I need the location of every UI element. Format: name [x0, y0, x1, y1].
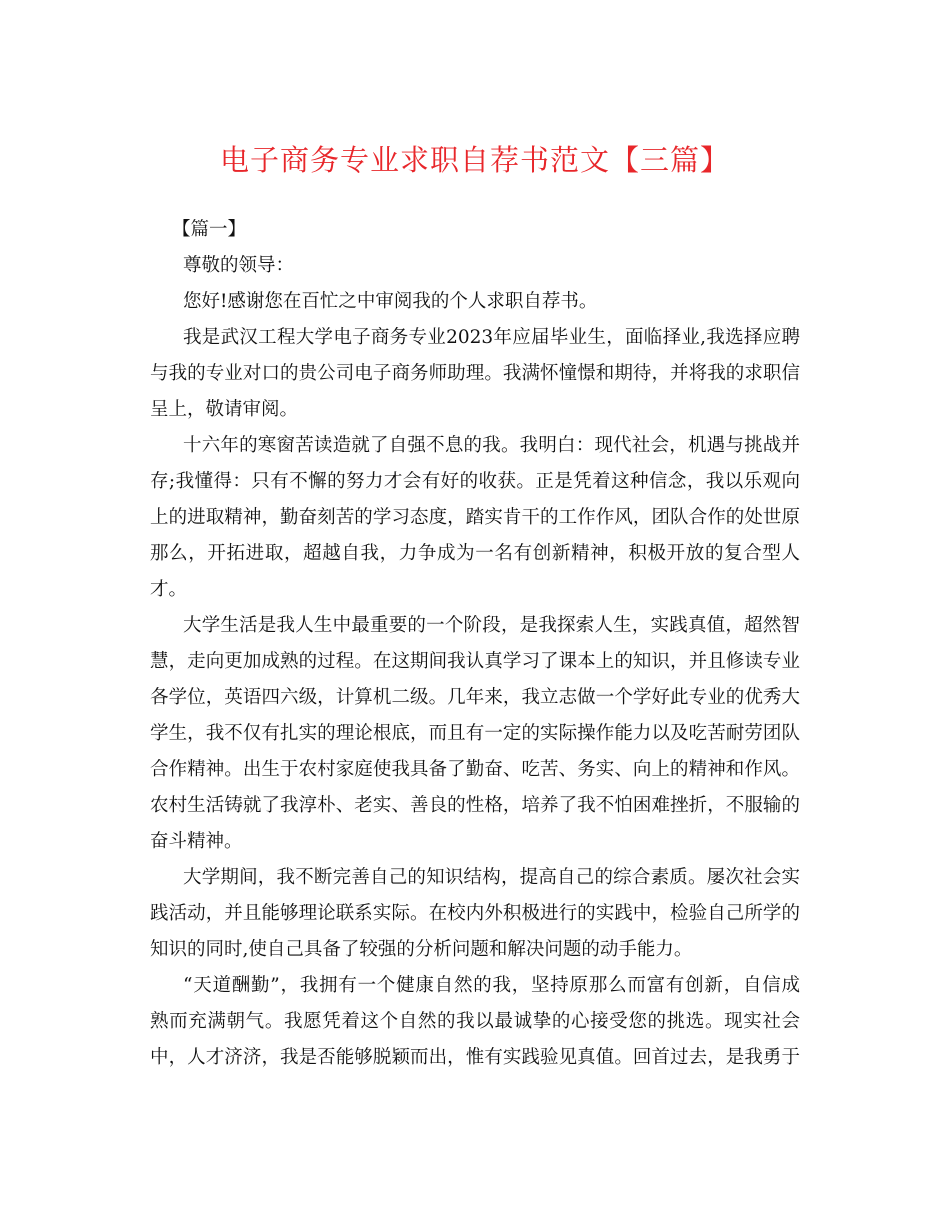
paragraph-line: 奋斗精神。 [150, 831, 243, 852]
paragraph-line: 慧，走向更加成熟的过程。在这期间我认真学习了课本上的知识，并且修读专业 [150, 651, 800, 672]
paragraph [150, 608, 800, 860]
paragraph-line: 我是武汉工程大学电子商务专业2023年应届毕业生，面临择业,我选择应聘 [183, 327, 800, 348]
document-body [150, 212, 800, 1076]
paragraph [150, 428, 800, 608]
paragraph-line: 大学生活是我人生中最重要的一个阶段，是我探索人生，实践真值，超然智 [183, 615, 800, 636]
salutation: 尊敬的领导： [183, 255, 295, 276]
paragraph [150, 860, 800, 968]
section-label: 【篇一】 [172, 219, 247, 240]
paragraph-line: 呈上，敬请审阅。 [150, 399, 299, 420]
paragraph-line: 那么，开拓进取，超越自我，力争成为一名有创新精神，积极开放的复合型人 [150, 543, 800, 564]
paragraph-line: 才。 [150, 579, 188, 600]
paragraph-line: 十六年的寒窗苦读造就了自强不息的我。我明白：现代社会，机遇与挑战并 [183, 435, 800, 456]
paragraph-line: 农村生活铸就了我淳朴、老实、善良的性格，培养了我不怕困难挫折，不服输的 [150, 795, 800, 816]
paragraph-line: 上的进取精神，勤奋刻苦的学习态度，踏实肯干的工作作风，团队合作的处世原 [150, 507, 800, 528]
paragraph-line: 合作精神。出生于农村家庭使我具备了勤奋、吃苦、务实、向上的精神和作风。 [150, 759, 800, 780]
paragraph [150, 320, 800, 428]
paragraph-line: 学生，我不仅有扎实的理论根底，而且有一定的实际操作能力以及吃苦耐劳团队 [150, 723, 800, 744]
paragraph [150, 968, 800, 1076]
paragraph-line: 您好!感谢您在百忙之中审阅我的个人求职自荐书。 [183, 291, 598, 312]
paragraph-line: 熟而充满朝气。我愿凭着这个自然的我以最诚挚的心接受您的挑选。现实社会 [150, 1011, 800, 1032]
paragraph-line: 大学期间，我不断完善自己的知识结构，提高自己的综合素质。屡次社会实 [183, 867, 800, 888]
paragraph-line: 存;我懂得：只有不懈的努力才会有好的收获。正是凭着这种信念，我以乐观向 [150, 471, 800, 492]
paragraph-line: 践活动，并且能够理论联系实际。在校内外积极进行的实践中，检验自己所学的 [150, 903, 800, 924]
paragraph-line: 各学位，英语四六级，计算机二级。几年来，我立志做一个学好此专业的优秀大 [150, 687, 800, 708]
paragraphs [150, 284, 800, 1076]
document-title: 电子商务专业求职自荐书范文【三篇】 [219, 143, 730, 177]
paragraph-line: 与我的专业对口的贵公司电子商务师助理。我满怀憧憬和期待，并将我的求职信 [150, 363, 800, 384]
paragraph [150, 284, 800, 320]
paragraph-line: 知识的同时,使自己具备了较强的分析问题和解决问题的动手能力。 [150, 939, 693, 960]
paragraph-line: “天道酬勤”，我拥有一个健康自然的我，坚持原那么而富有创新，自信成 [183, 975, 800, 996]
paragraph-line: 中，人才济济，我是否能够脱颖而出，惟有实践验见真值。回首过去，是我勇于 [150, 1047, 800, 1068]
